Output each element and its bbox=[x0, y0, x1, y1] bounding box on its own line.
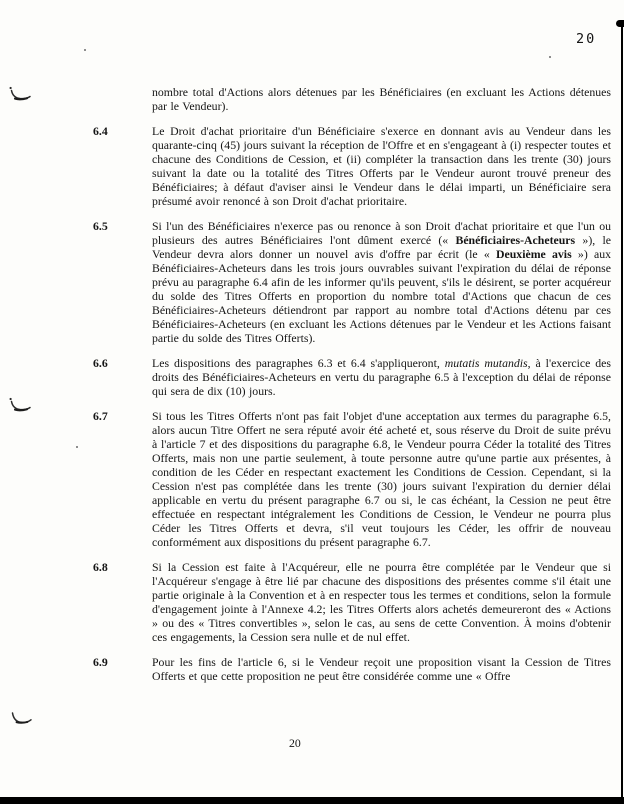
text-segment: Deuxième avis bbox=[495, 247, 572, 261]
scan-speckle bbox=[76, 446, 78, 448]
paragraph bbox=[93, 124, 611, 208]
scan-edge-right-line bbox=[621, 26, 623, 804]
paragraph-number bbox=[93, 85, 152, 113]
paragraph-text bbox=[152, 356, 611, 398]
paragraph-text bbox=[152, 85, 611, 113]
text-segment: nombre total d'Actions alors détenues par les Bénéficiaires (en excluant les Actions détenues par le Vendeur). bbox=[152, 85, 611, 113]
text-segment: Bénéficiaires-Acheteurs bbox=[455, 233, 576, 247]
handwritten-mark-icon bbox=[10, 710, 34, 726]
paragraph bbox=[93, 85, 611, 113]
paragraph-list bbox=[93, 85, 611, 683]
paragraph-text bbox=[152, 124, 611, 208]
paragraph-number: 6.5 bbox=[93, 219, 108, 233]
text-segment: ») aux Bénéficiaires-Acheteurs dans les trois jours ouvrables suivant l'expiration du délai de réponse prévu au paragraphe 6.4 afin de les informer qu'ils peuvent, s'ils le désirent, se porter acquéreur du solde des Titres Offerts en proportion du nombre total d'Actions que chacun de ces Bénéficiaires-Acheteurs détiendront par rapport au nombre total d'Actions détenu par ces Bénéficiaires-Acheteurs (en excluant les Actions détenues par le Vendeur et les Actions faisant partie du solde des Titres Offerts). bbox=[152, 247, 612, 345]
text-segment: mutatis mutandis bbox=[444, 356, 528, 370]
text-segment: Si tous les Titres Offerts n'ont pas fait l'objet d'une acceptation aux termes du paragraphe 6.5, alors aucun Titre Offert ne sera réputé avoir été acheté et, sous réserve du Droit de suite prévu à l'article 7 et des dispositions du paragraphe 6.8, le Vendeur pourra Céder la totalité des Titres Offerts, mais non une partie seulement, à toute personne autre qu'une partie aux présentes, à condition de les Céder en respectant exactement les Conditions de Cession. Cependant, si la Cession n'est pas complétée dans les trente (30) jours suivant l'expiration du dernier délai applicable en vertu du présent paragraphe 6.7 ou si, le cas échéant, la Cession ne peut être effectuée en respectant intégralement les Conditions de Cession, le Vendeur ne pourra plus Céder les Titres Offerts et devra, s'il veut toujours les Céder, les offrir de nouveau conformément aux dispositions du présent paragraphe 6.7. bbox=[152, 409, 611, 549]
page-number-bottom: 20 bbox=[289, 736, 301, 750]
text-segment: Les dispositions des paragraphes 6.3 et 6.4 s'appliqueront, bbox=[152, 356, 445, 370]
text-segment: »), le Vendeur devra alors donner un nouvel avis d'offre par écrit (le « bbox=[152, 233, 611, 261]
handwritten-mark-icon bbox=[8, 397, 32, 413]
text-segment: Si la Cession est faite à l'Acquéreur, elle ne pourra être complétée par le Vendeur que si l'Acquéreur s'engage à être lié par chacune des dispositions des présentes comme s'il était une partie originale à la Convention et à en respecter tous les termes et conditions, selon la formule d'engagement jointe à l'Annexe 4.2; les Titres Offerts alors achetés demeureront des « Actions » ou des « Titres convertibles », selon le cas, au sens de cette Convention. À moins d'obtenir ces engagements, la Cession sera nulle et de nul effet. bbox=[152, 560, 611, 644]
paragraph bbox=[93, 560, 611, 644]
paragraph-text bbox=[152, 219, 611, 345]
paragraph bbox=[93, 655, 611, 683]
text-segment: Si l'un des Bénéficiaires n'exerce pas ou renonce à son Droit d'achat prioritaire et que l'un ou plusieurs des autres Bénéficiaires l'ont dûment exercé (« bbox=[152, 219, 611, 247]
paragraph bbox=[93, 409, 611, 549]
text-segment: , à l'exercice des droits des Bénéficiaires-Acheteurs en vertu du paragraphe 6.5 à l'exception du délai de réponse qui sera de dix (10) jours. bbox=[152, 356, 611, 398]
handwritten-mark-icon bbox=[8, 86, 32, 102]
text-segment: Le Droit d'achat prioritaire d'un Bénéficiaire s'exerce en donnant avis au Vendeur dans les quarante-cinq (45) jours suivant la réception de l'Offre et en s'engageant à (i) respecter toutes et chacune des Conditions de Cession, et (ii) compléter la transaction dans les trente (30) jours suivant la date ou la totalité des Titres Offerts par le Vendeur auront trouvé preneur des Bénéficiaires; à défaut d'aviser ainsi le Vendeur dans le délai imparti, un Bénéficiaire sera présumé avoir renoncé à son Droit d'achat prioritaire. bbox=[152, 124, 611, 208]
paragraph bbox=[93, 219, 611, 345]
paragraph-number: 6.8 bbox=[93, 560, 108, 574]
paragraph-text bbox=[152, 560, 611, 644]
scan-speckle bbox=[84, 49, 86, 51]
page-number-top: 20 bbox=[576, 31, 597, 47]
scan-edge-bottom-bar bbox=[0, 797, 624, 804]
scan-speckle bbox=[549, 56, 551, 58]
paragraph-number: 6.7 bbox=[93, 409, 108, 423]
paragraph-text bbox=[152, 409, 611, 549]
paragraph-text bbox=[152, 655, 611, 683]
document-body bbox=[93, 85, 611, 694]
paragraph-number: 6.9 bbox=[93, 655, 108, 669]
paragraph bbox=[93, 356, 611, 398]
text-segment: Pour les fins de l'article 6, si le Vendeur reçoit une proposition visant la Cession de Titres Offerts et que cette proposition ne peut être considérée comme une « Offre bbox=[152, 655, 611, 683]
paragraph-number: 6.6 bbox=[93, 356, 108, 370]
paragraph-number: 6.4 bbox=[93, 124, 108, 138]
